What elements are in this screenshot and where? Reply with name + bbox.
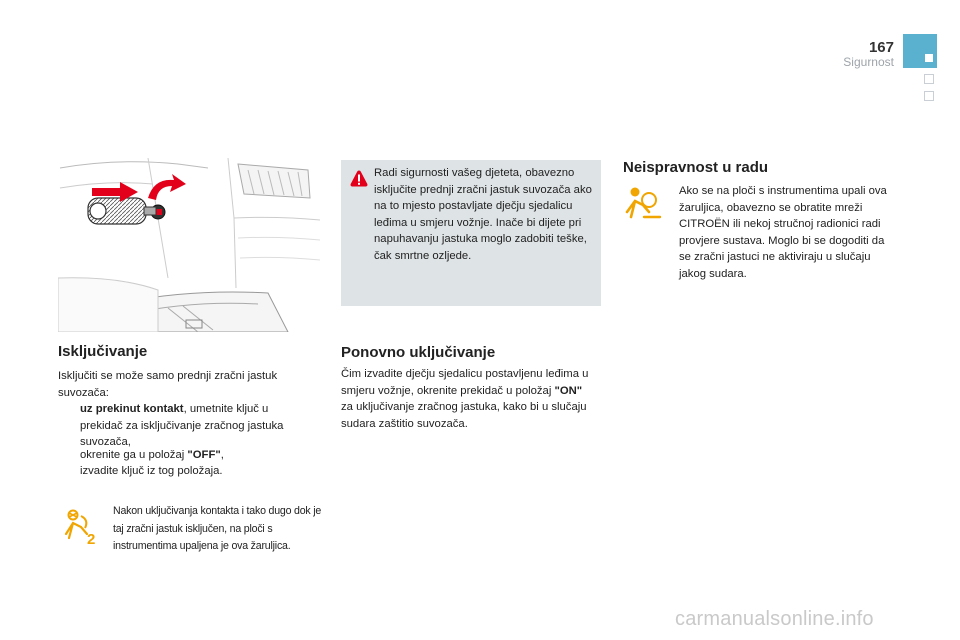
section-heading-deactivation: Isključivanje (58, 343, 148, 360)
warning-icon (350, 170, 368, 187)
list-item (58, 401, 308, 451)
list-item (58, 463, 308, 480)
child-seat-warning-text: Radi sigurnosti vašeg djeteta, obavezno isključite prednji zračni jastuk suvozača ako na to mjesto postavljate dječju sjedalicu leđima u smjeru vožnje. Inače bi dijete pri napuhavanju jastuka moglo zadobiti teške, čak smrtne ozljede. (374, 167, 592, 262)
malfunction-text: Ako se na ploči s instrumentima upali ova žaruljica, obavezno se obratite mreži CITROËN ili nekoj stručnoj radionici radi provjere sustava. Moglo bi se dogoditi da se zračni jastuci ne aktiviraju u slučaju jakog sudara. (679, 185, 887, 280)
list-item (58, 447, 308, 464)
watermark: carmanualsonline.info (675, 608, 874, 630)
airbag-off-icon (63, 508, 101, 546)
section-heading-malfunction: Neispravnost u radu (623, 159, 769, 176)
on-position-label: "ON" (554, 384, 583, 397)
airbag-fault-icon (624, 186, 662, 220)
tab-marker (925, 54, 933, 62)
section-tab-empty[interactable] (924, 91, 934, 101)
step-text: izvadite ključ iz tog položaja. (80, 465, 223, 477)
airbag-switch-illustration (58, 158, 320, 332)
section-title: Sigurnost (843, 55, 894, 69)
page-number: 167 (868, 39, 894, 56)
svg-text:2: 2 (87, 531, 96, 546)
section-heading-reactivation: Ponovno uključivanje (341, 344, 496, 361)
section-tab-empty[interactable] (924, 74, 934, 84)
deactivation-intro: Isključiti se može samo prednji zračni jastuk suvozača: (58, 370, 278, 399)
reactivation-text-part: za uključivanje zračnog jastuka, kako bi u slučaju sudara zaštitio suvozača. (341, 401, 587, 430)
reactivation-text-part: Čim izvadite dječju sjedalicu postavljenu leđima u smjeru vožnje, okrenite prekidač u položaj (341, 368, 589, 397)
step-bold: "OFF" (187, 449, 221, 461)
reactivation-text (341, 366, 596, 432)
step-text: , umetnite ključ u prekidač za isključivanje zračnog jastuka suvozača, (80, 403, 284, 449)
section-tab-active[interactable] (903, 34, 937, 68)
step-text: , (220, 449, 224, 461)
warning-light-note: Nakon uključivanja kontakta i tako dugo dok je taj zračni jastuk isključen, na ploči s instrumentima upaljena je ova žaruljica. (113, 505, 322, 552)
step-bold: uz prekinut kontakt (80, 403, 184, 415)
step-text: okrenite ga u položaj (80, 449, 188, 461)
